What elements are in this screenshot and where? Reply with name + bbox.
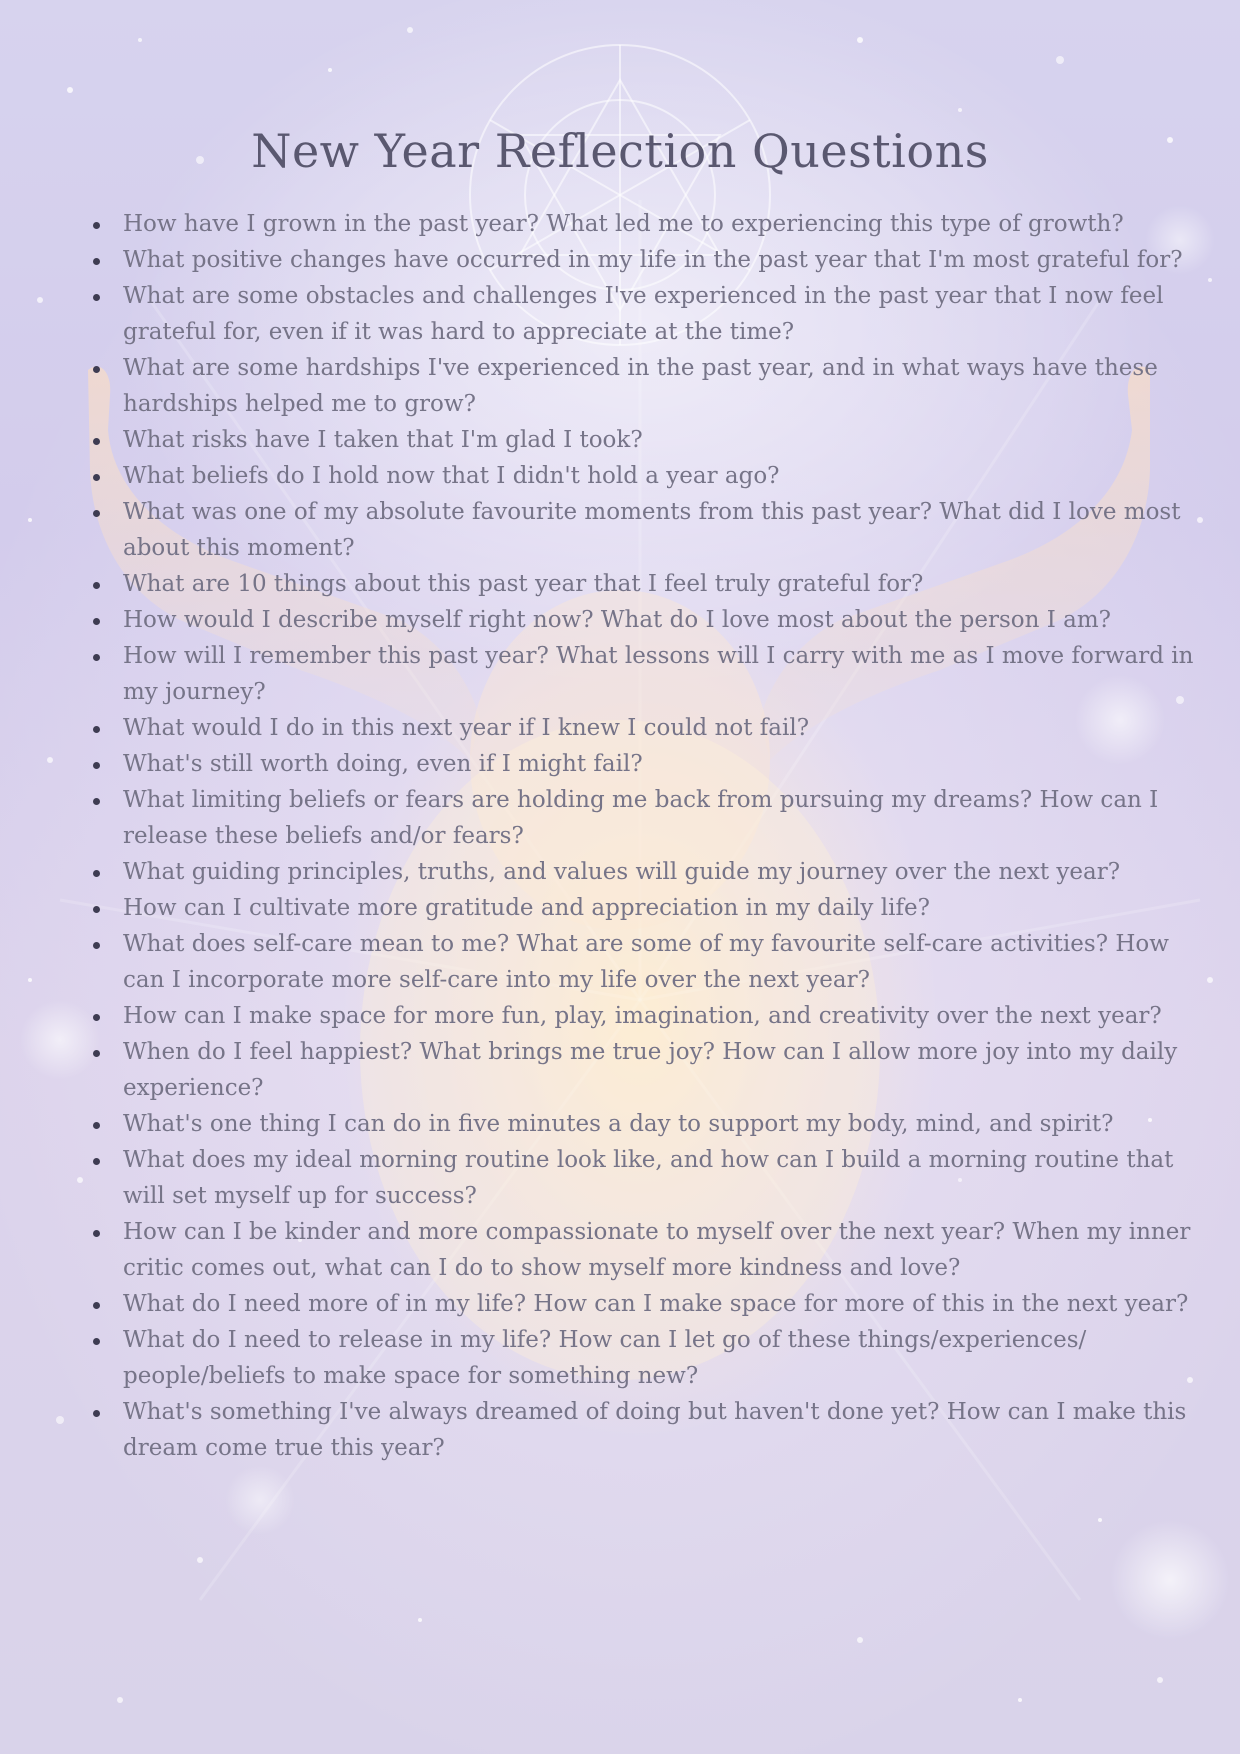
question-item: How can I cultivate more gratitude and appreciation in my daily life? bbox=[123, 890, 1198, 926]
question-item: What would I do in this next year if I knew I could not fail? bbox=[123, 710, 1198, 746]
question-item: What's something I've always dreamed of doing but haven't done yet? How can I make this dream come true this year? bbox=[123, 1394, 1198, 1466]
question-item: How can I be kinder and more compassionate to myself over the next year? When my inner critic comes out, what can I do to show myself more kindness and love? bbox=[123, 1214, 1198, 1286]
question-item: What positive changes have occurred in my life in the past year that I'm most grateful for? bbox=[123, 242, 1198, 278]
question-item: What guiding principles, truths, and values will guide my journey over the next year? bbox=[123, 854, 1198, 890]
question-item: What does my ideal morning routine look like, and how can I build a morning routine that will set myself up for success? bbox=[123, 1142, 1198, 1214]
question-item: What limiting beliefs or fears are holding me back from pursuing my dreams? How can I release these beliefs and/or fears? bbox=[123, 782, 1198, 854]
question-item: What do I need to release in my life? How can I let go of these things/experiences/ people/beliefs to make space for something new? bbox=[123, 1322, 1198, 1394]
question-item: How have I grown in the past year? What led me to experiencing this type of growth? bbox=[123, 206, 1198, 242]
question-item: What are 10 things about this past year that I feel truly grateful for? bbox=[123, 566, 1198, 602]
question-item: What do I need more of in my life? How can I make space for more of this in the next year? bbox=[123, 1286, 1198, 1322]
question-item: What does self-care mean to me? What are some of my favourite self-care activities? How can I incorporate more self-care into my life over the next year? bbox=[123, 926, 1198, 998]
question-item: What risks have I taken that I'm glad I took? bbox=[123, 422, 1198, 458]
question-list bbox=[85, 206, 1198, 1466]
question-item: What beliefs do I hold now that I didn't hold a year ago? bbox=[123, 458, 1198, 494]
question-item: What's still worth doing, even if I might fail? bbox=[123, 746, 1198, 782]
question-item: When do I feel happiest? What brings me true joy? How can I allow more joy into my daily experience? bbox=[123, 1034, 1198, 1106]
question-item: What was one of my absolute favourite moments from this past year? What did I love most about this moment? bbox=[123, 494, 1198, 566]
question-item: What's one thing I can do in five minutes a day to support my body, mind, and spirit? bbox=[123, 1106, 1198, 1142]
question-item: How can I make space for more fun, play, imagination, and creativity over the next year? bbox=[123, 998, 1198, 1034]
document-title: New Year Reflection Questions bbox=[251, 124, 989, 178]
question-item: What are some obstacles and challenges I've experienced in the past year that I now feel grateful for, even if it was hard to appreciate at the time? bbox=[123, 278, 1198, 350]
question-item: How would I describe myself right now? What do I love most about the person I am? bbox=[123, 602, 1198, 638]
question-item: What are some hardships I've experienced in the past year, and in what ways have these hardships helped me to grow? bbox=[123, 350, 1198, 422]
question-item: How will I remember this past year? What lessons will I carry with me as I move forward in my journey? bbox=[123, 638, 1198, 710]
